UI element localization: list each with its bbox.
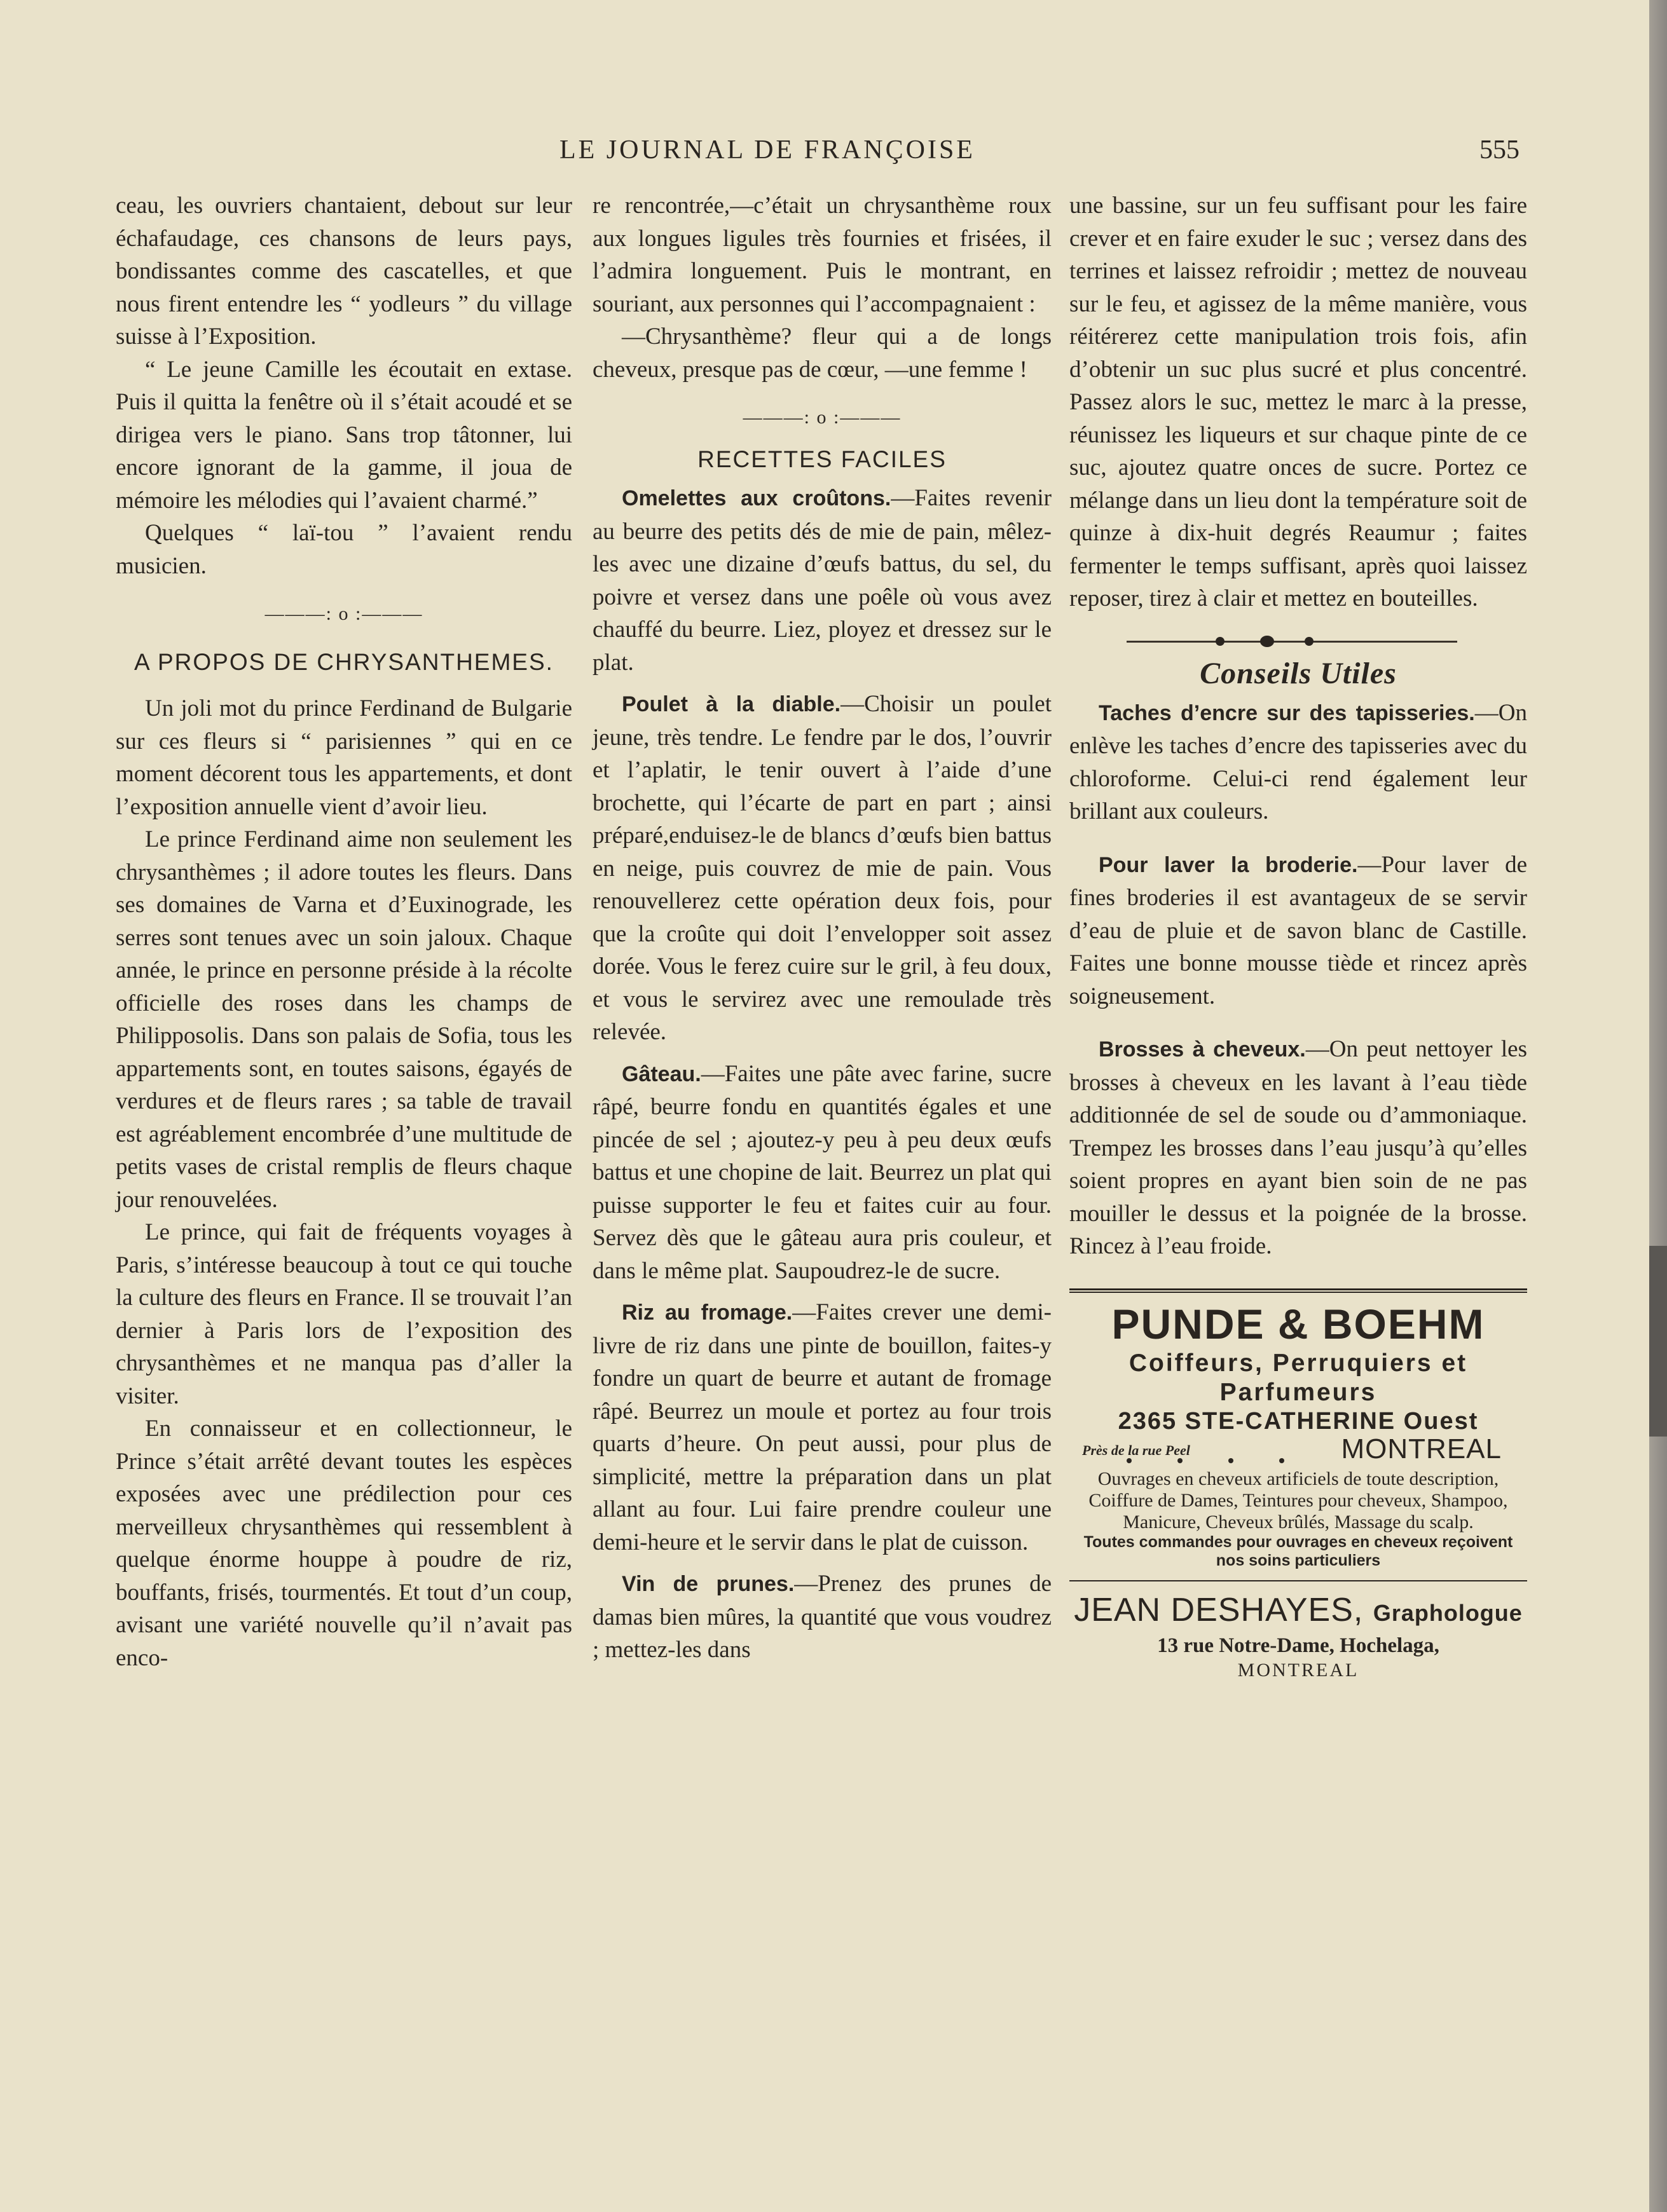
recipe-gateau	[593, 1058, 1052, 1288]
ad-note: Toutes commandes pour ouvrages en cheveux reçoivent nos soins particuliers	[1083, 1533, 1513, 1569]
separator: ———: o :———	[743, 407, 902, 428]
recipe-text: —Faites revenir au beurre des petits dés de mie de pain, mêlez-les avec une dizaine d’œufs battus, du sel, du poivre et versez dans une poêle où vous avez chauffé du beurre. Liez, ployez et dressez sur le plat.	[593, 485, 1052, 676]
recipe-text: —Faites crever une demi-livre de riz dans une pinte de bouillon, faites-y fondre un quart de beurre et autant de fromage râpé. Beurrez un moule et portez au four trois quarts d’heure. On peut aussi, pour plus de simplicité, mettre la préparation dans un plat allant au four. Lui faire prendre couleur une demi-heure et le servir dans le plat de cuisson.	[593, 1299, 1052, 1555]
ad-near-street: Près de la rue Peel	[1082, 1442, 1190, 1458]
recipe-title: Riz au fromage.	[622, 1301, 793, 1325]
ad-services: Ouvrages en cheveux artificiels de toute description, Coiffure de Dames, Teintures pour cheveux, Shampoo, Manicure, Cheveux brûlés, Massage du scalp.	[1088, 1468, 1508, 1533]
journal-title: LE JOURNAL DE FRANÇOISE	[559, 135, 975, 165]
advertisement-deshayes	[1069, 1590, 1527, 1683]
ad-address-block	[1069, 1407, 1527, 1468]
recipe-title: Omelettes aux croûtons.	[622, 486, 891, 510]
recipe-vin	[593, 1567, 1052, 1667]
paragraph: Le prince, qui fait de fréquents voyages à Paris, s’intéresse beaucoup à tout ce qui touche la culture des fleurs en France. Il se trouvait l’an dernier à Paris lors de l’exposition des chrysanthèmes et ne manqua pas d’aller la visiter.	[116, 1219, 572, 1409]
section-title-chrysanthemes: A PROPOS DE CHRYSANTHEMES.	[134, 649, 554, 675]
ad2-name: JEAN DESHAYES,	[1074, 1591, 1364, 1628]
ad2-city: MONTREAL	[1237, 1659, 1359, 1681]
tip-brosses	[1069, 1033, 1527, 1263]
tip-text: —On enlève les taches d’encre des tapisseries avec du chloroforme. Celui-ci rend également leur brillant aux couleurs.	[1069, 699, 1527, 824]
recipe-title: Gâteau.	[622, 1062, 701, 1086]
ornamental-divider	[1069, 627, 1527, 656]
tip-title: Pour laver la broderie.	[1099, 852, 1358, 877]
section-title-conseils: Conseils Utiles	[1200, 656, 1397, 690]
ad-company-name: PUNDE & BOEHM	[1111, 1300, 1485, 1348]
paragraph: Un joli mot du prince Ferdinand de Bulgarie sur ces fleurs si “ parisiennes ” qui en ce moment décorent tous les appartements, et dont l’exposition annuelle vient d’avoir lieu.	[116, 695, 572, 820]
paragraph: “ Le jeune Camille les écoutait en extase. Puis il quitta la fenêtre où il s’était acoudé et se dirigea vers le piano. Sans trop tâtonner, lui encore ignorant de la gamme, il joua de mémoire les mélodies qui l’avaient charmé.”	[116, 356, 572, 514]
column-1	[116, 189, 572, 1674]
tip-broderie	[1069, 849, 1527, 1013]
paragraph: En connaisseur et en collectionneur, le Prince s’était arrêté devant toutes les espèces exposées avec une prédilection pour ces merveilleux chrysanthèmes qui ressemblent à quelque énorme houppe à poudre de riz, bouffants, frisés, tourmentés. Et tout d’un coup, avisant une variété nouvelle qu’il n’avait pas enco-	[116, 1416, 572, 1671]
recipe-text: —Faites une pâte avec farine, sucre râpé, beurre fondu en quantités égales et une pincée de sel ; ajoutez-y peu à peu deux œufs battus et une chopine de lait. Beurrez un plat qui puisse supporter le feu et faites cuir au four. Servez dès que le gâteau aura pris couleur, et dans le même plat. Saupoudrez-le de sucre.	[593, 1060, 1052, 1284]
column-2	[593, 189, 1052, 1667]
ad-city: MONTREAL	[1341, 1433, 1502, 1464]
ad2-address: 13 rue Notre-Dame, Hochelaga,	[1157, 1634, 1439, 1657]
tip-text: —On peut nettoyer les brosses à cheveux en les lavant à l’eau tiède additionnée de sel de soude ou d’ammoniaque. Trempez les brosses dans l’eau jusqu’à qu’elles soient propres en ayant bien soin de ne pas mouiller le dessus et la poignée de la brosse. Rincez à l’eau froide.	[1069, 1036, 1527, 1259]
page-edge-shadow	[1649, 1246, 1667, 1437]
paragraph: ceau, les ouvriers chantaient, debout sur leur échafaudage, ces chansons de leurs pays, bondissantes comme des cascatelles, et que nous firent entendre les “ yodleurs ” du village suisse à l’Exposition.	[116, 193, 572, 350]
recipe-text: —Prenez des prunes de damas bien mûres, la quantité que vous voudrez ; mettez-les dans	[593, 1571, 1052, 1663]
recipe-title: Vin de prunes.	[622, 1572, 795, 1596]
recipe-poulet	[593, 688, 1052, 1049]
paragraph: re rencontrée,—c’était un chrysanthème roux aux longues ligules très fournies et frisées, il l’admira longuement. Puis le montrant, en souriant, aux personnes qui l’accompagnaient :	[593, 193, 1052, 317]
paragraph: Le prince Ferdinand aime non seulement les chrysanthèmes ; il adore toutes les fleurs. Dans ses domaines de Varna et d’Euxinograde, les serres sont tenues avec un soin jaloux. Chaque année, le prince en personne préside à la récolte officielle des roses dans les champs de Philipposolis. Dans son palais de Sofia, tous les appartements sont, en toutes saisons, égayés de verdures et de fleurs rares ; sa table de travail est agréablement encombrée d’une multitude de petits vases de cristal remplis de fleurs chaque jour renouvelées.	[116, 826, 572, 1213]
tip-title: Taches d’encre sur des tapisseries.	[1099, 700, 1475, 725]
ad-dots-ornament	[1127, 1456, 1292, 1466]
section-title-recettes: RECETTES FACILES	[697, 446, 947, 472]
separator: ———: o :———	[264, 603, 423, 624]
tip-text: —Pour laver de fines broderies il est avantageux de se servir d’eau de pluie et de savon blanc de Castille. Faites une bonne mousse tiède et rincez après soigneusement.	[1069, 851, 1527, 1009]
tip-title: Brosses à cheveux.	[1099, 1037, 1306, 1062]
page-header	[559, 135, 1520, 173]
recipe-riz	[593, 1296, 1052, 1559]
paragraph: Quelques “ laï-tou ” l’avaient rendu musicien.	[116, 520, 572, 579]
ad2-profession: Graphologue	[1373, 1599, 1523, 1626]
ad-profession: Coiffeurs, Perruquiers et Parfumeurs	[1128, 1349, 1468, 1406]
advertisement-punde-boehm	[1069, 1288, 1527, 1581]
recipe-text: —Choisir un poulet jeune, très tendre. Le fendre par le dos, l’ouvrir et l’aplatir, le tenir ouvert à l’aide d’une brochette, qui l’écarte de part en part ; ainsi préparé,enduisez-le de blancs d’œufs bien battus en neige, puis couvrez de mie de pain. Vous renouvellerez cette opération deux fois, pour que la croûte qui doit l’envelopper soit assez dorée. Vous le ferez cuire sur le gril, à feu doux, et vous le servirez avec une remoulade très relevée.	[593, 691, 1052, 1045]
paragraph: une bassine, sur un feu suffisant pour les faire crever et en faire exuder le suc ; versez dans des terrines et laissez refroidir ; mettez de nouveau sur le feu, et agissez de la même manière, vous réitérerez cette manipulation trois fois, afin d’obtenir un suc plus sucré et plus concentré. Passez alors le suc, mettez le marc à la presse, réunissez les liqueurs et sur chaque pinte de ce suc, ajoutez quatre onces de sucre. Portez ce mélange dans un lieu dont la température soit de quinze à dix-huit degrés Reaumur ; faites fermenter le temps suffisant, après quoi laissez reposer, tirez à clair et mettez en bouteilles.	[1069, 193, 1527, 611]
paragraph: —Chrysanthème? fleur qui a de longs cheveux, presque pas de cœur, —une femme !	[593, 324, 1052, 383]
page-number: 555	[1479, 135, 1520, 165]
page-edge	[1649, 0, 1667, 2212]
tip-taches	[1069, 697, 1527, 828]
ad-address: 2365 STE-CATHERINE Ouest	[1118, 1407, 1479, 1435]
recipe-title: Poulet à la diable.	[622, 692, 841, 716]
ad2-name-line	[1069, 1590, 1527, 1633]
recipe-omelettes	[593, 482, 1052, 679]
column-3	[1069, 189, 1527, 1683]
